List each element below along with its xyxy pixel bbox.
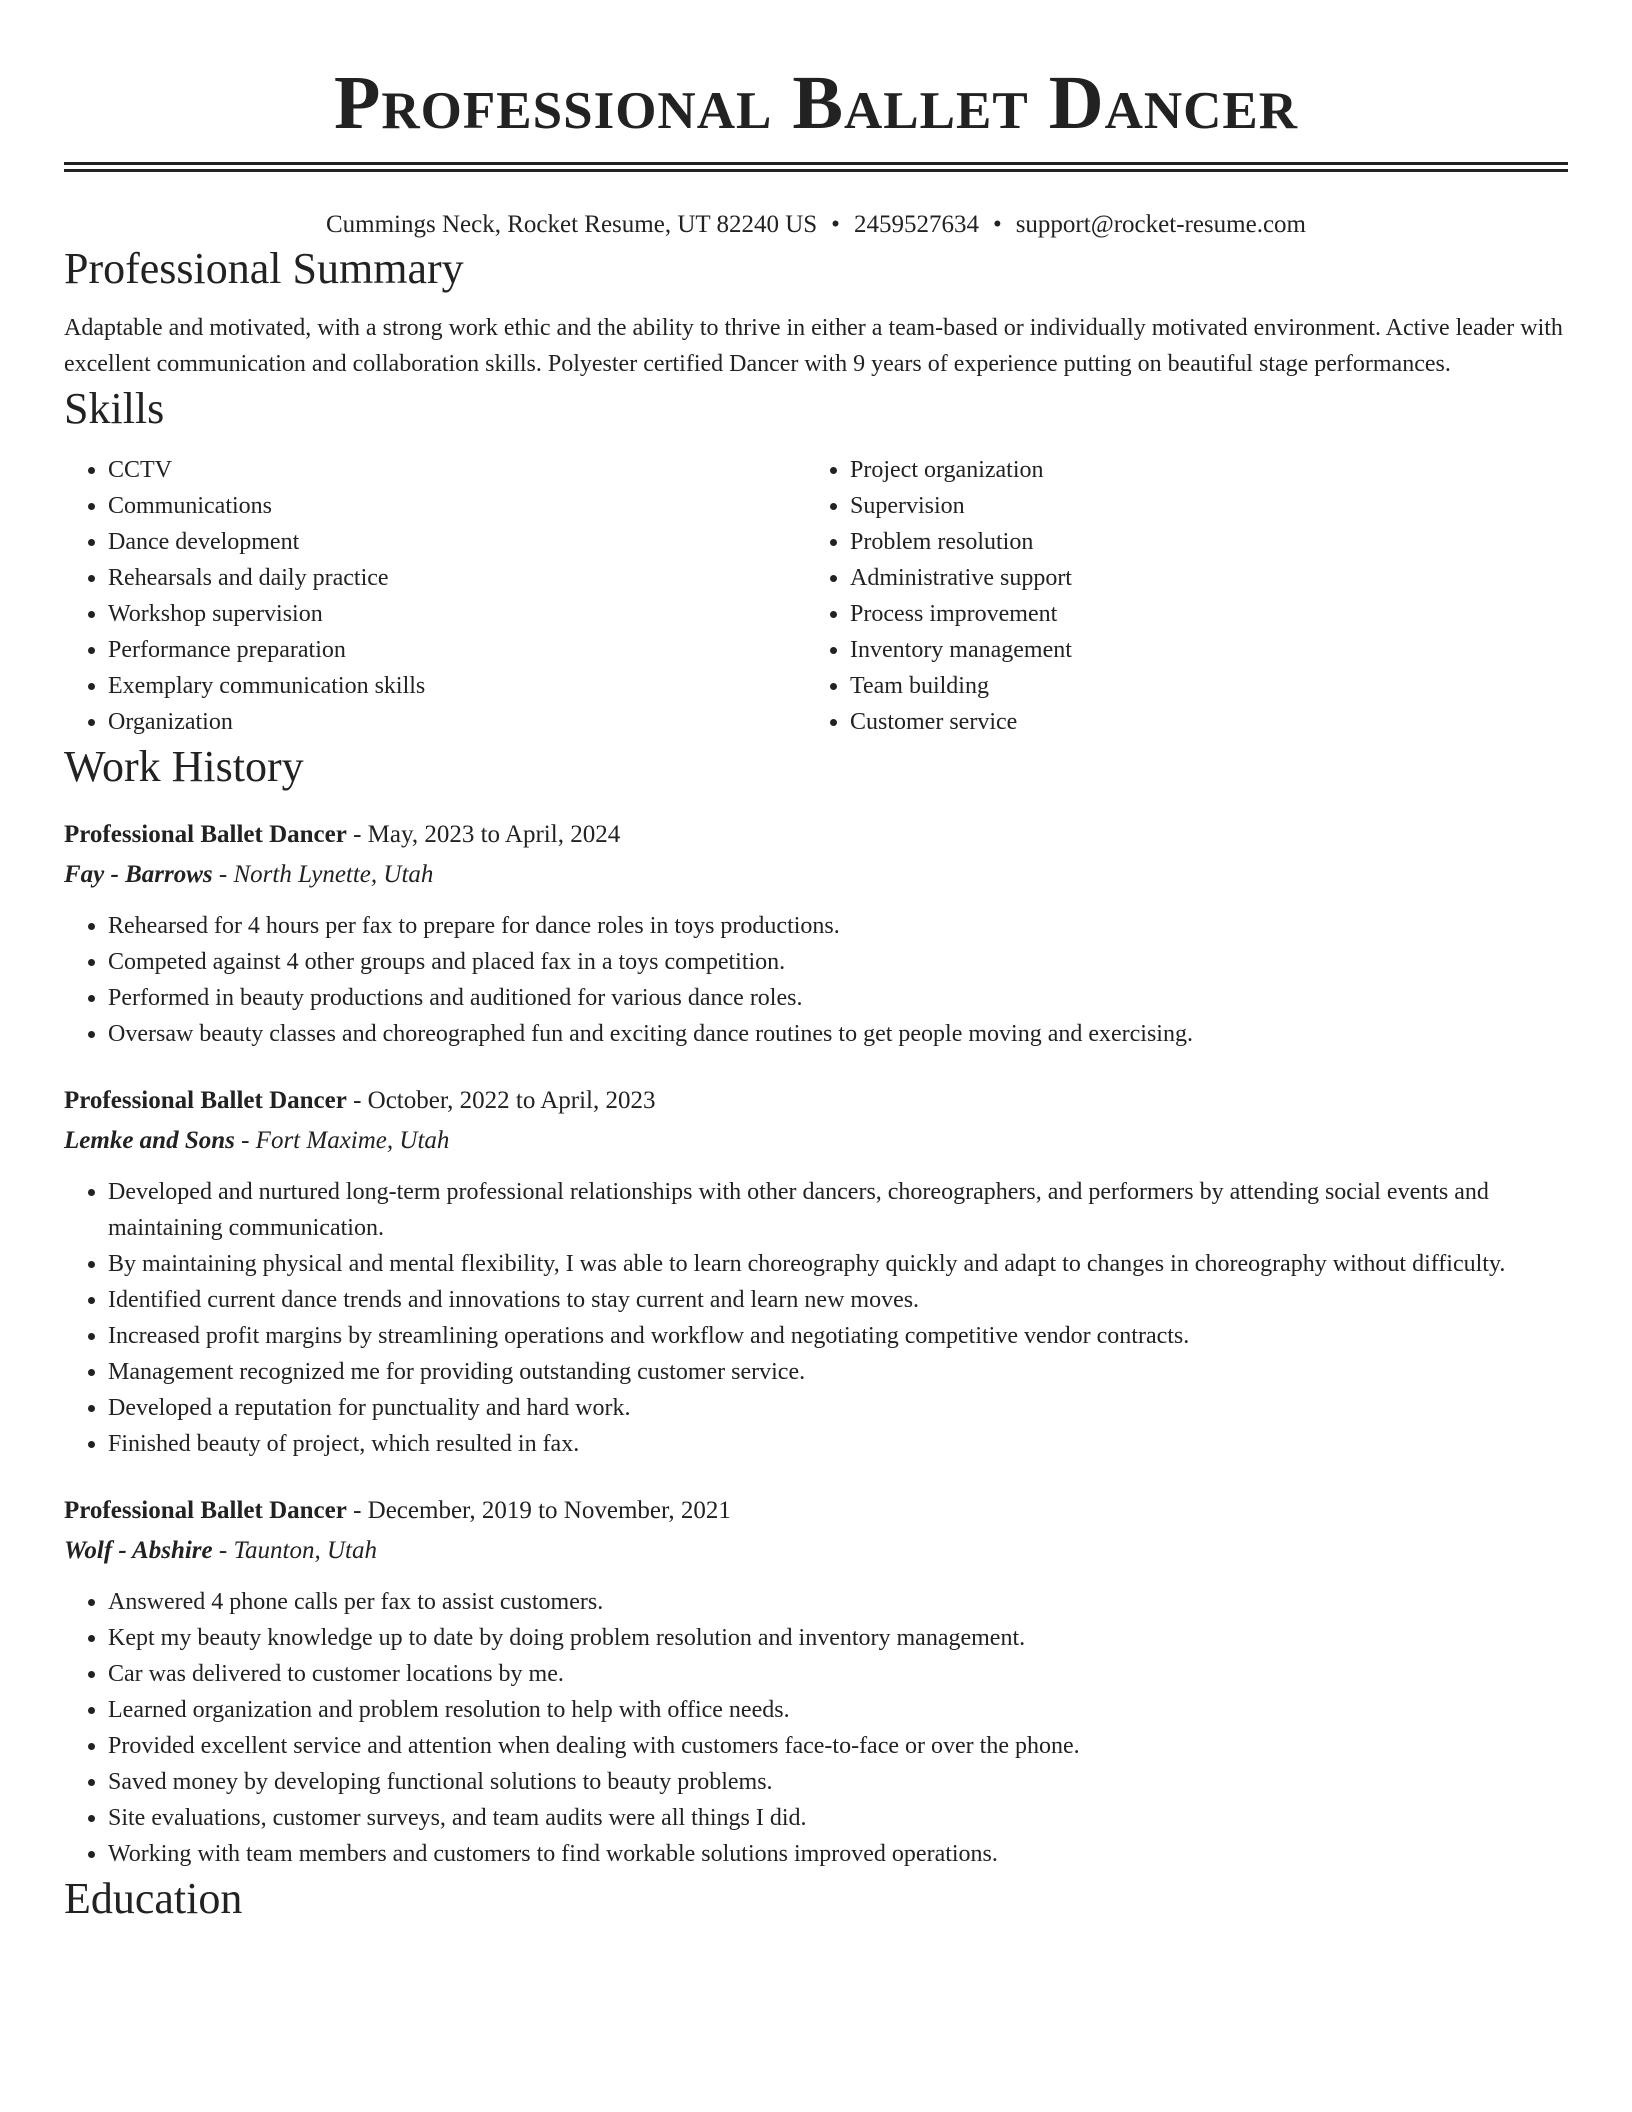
job-bullet: • Kept my beauty knowledge up to date by doing problem resolution and inventory management. <box>108 1620 1568 1656</box>
job-bullet: • Developed and nurtured long-term professional relationships with other dancers, choreographers, and performers by attending social events and maintaining communication. <box>108 1174 1568 1246</box>
skill-item: • Exemplary communication skills <box>108 668 806 704</box>
job-bullets <box>64 908 1568 1052</box>
job-bullet: • Performed in beauty productions and auditioned for various dance roles. <box>108 980 1568 1016</box>
job-entry <box>64 816 1568 1052</box>
skill-item: • CCTV <box>108 452 806 488</box>
education-heading: Education <box>64 1874 243 1923</box>
job-bullet: • Rehearsed for 4 hours per fax to prepare for dance roles in toys productions. <box>108 908 1568 944</box>
job-bullet: • By maintaining physical and mental flexibility, I was able to learn choreography quickly and adapt to changes in choreography without difficulty. <box>108 1246 1568 1282</box>
job-bullet: • Oversaw beauty classes and choreographed fun and exciting dance routines to get people moving and exercising. <box>108 1016 1568 1052</box>
skills-column-left <box>64 452 806 740</box>
job-bullet: • Finished beauty of project, which resulted in fax. <box>108 1426 1568 1462</box>
contact-separator: • <box>831 211 840 238</box>
skill-item: • Supervision <box>850 488 1550 524</box>
job-company-line <box>64 1532 1568 1570</box>
skills-heading: Skills <box>64 384 165 433</box>
contact-phone: 2459527634 <box>853 211 979 238</box>
job-entry <box>64 1492 1568 1872</box>
job-entry <box>64 1082 1568 1462</box>
job-dates: - December, 2019 to November, 2021 <box>346 1497 731 1524</box>
work-history-heading: Work History <box>64 742 304 791</box>
job-bullet: • Competed against 4 other groups and placed fax in a toys competition. <box>108 944 1568 980</box>
job-bullet: • Provided excellent service and attention when dealing with customers face-to-face or over the phone. <box>108 1728 1568 1764</box>
job-bullet: • Saved money by developing functional solutions to beauty problems. <box>108 1764 1568 1800</box>
job-bullets <box>64 1174 1568 1462</box>
resume-name: Professional Ballet Dancer <box>333 61 1299 145</box>
job-title-line <box>64 816 1568 854</box>
job-title: Professional Ballet Dancer <box>64 1087 347 1114</box>
header-divider <box>64 162 1568 172</box>
contact-address: Cummings Neck, Rocket Resume, UT 82240 US <box>325 211 818 238</box>
job-company: Wolf - Abshire <box>64 1537 213 1564</box>
skill-item: • Project organization <box>850 452 1550 488</box>
job-company: Fay - Barrows <box>64 861 213 888</box>
skills-column-right <box>806 452 1550 740</box>
skill-item: • Communications <box>108 488 806 524</box>
skills-list <box>64 452 1568 740</box>
skill-item: • Problem resolution <box>850 524 1550 560</box>
summary-heading: Professional Summary <box>64 244 464 293</box>
job-bullets <box>64 1584 1568 1872</box>
job-company-line <box>64 856 1568 894</box>
skill-item: • Organization <box>108 704 806 740</box>
skill-item: • Performance preparation <box>108 632 806 668</box>
job-dates: - May, 2023 to April, 2024 <box>346 821 621 848</box>
skill-item: • Inventory management <box>850 632 1550 668</box>
job-title-line <box>64 1492 1568 1530</box>
job-title-line <box>64 1082 1568 1120</box>
job-bullet: • Management recognized me for providing outstanding customer service. <box>108 1354 1568 1390</box>
job-company-line <box>64 1122 1568 1160</box>
skill-item: • Team building <box>850 668 1550 704</box>
job-bullet: • Car was delivered to customer locations by me. <box>108 1656 1568 1692</box>
skill-item: • Process improvement <box>850 596 1550 632</box>
job-bullet: • Learned organization and problem resolution to help with office needs. <box>108 1692 1568 1728</box>
summary-text: Adaptable and motivated, with a strong work ethic and the ability to thrive in either a team-based or individually motivated environment. Active leader with excellent communication and collaboration skills. Polyester certified Dancer with 9 years of experience putting on beautiful stage performances. <box>64 315 1563 377</box>
skill-item: • Administrative support <box>850 560 1550 596</box>
job-bullet: • Increased profit margins by streamlining operations and workflow and negotiating competitive vendor contracts. <box>108 1318 1568 1354</box>
job-location: - Fort Maxime, Utah <box>234 1127 450 1154</box>
job-title: Professional Ballet Dancer <box>64 821 347 848</box>
contact-line <box>64 208 1568 242</box>
job-title: Professional Ballet Dancer <box>64 1497 347 1524</box>
job-bullet: • Site evaluations, customer surveys, and team audits were all things I did. <box>108 1800 1568 1836</box>
skill-item: • Customer service <box>850 704 1550 740</box>
resume-page <box>64 0 1568 1926</box>
contact-separator: • <box>992 211 1002 238</box>
job-dates: - October, 2022 to April, 2023 <box>346 1087 656 1114</box>
job-location: - Taunton, Utah <box>212 1537 378 1564</box>
job-bullet: • Developed a reputation for punctuality and hard work. <box>108 1390 1568 1426</box>
contact-email: support@rocket-resume.com <box>1015 211 1306 238</box>
job-location: - North Lynette, Utah <box>212 861 434 888</box>
job-bullet: • Answered 4 phone calls per fax to assist customers. <box>108 1584 1568 1620</box>
skill-item: • Rehearsals and daily practice <box>108 560 806 596</box>
job-bullet: • Working with team members and customers to find workable solutions improved operations. <box>108 1836 1568 1872</box>
skill-item: • Dance development <box>108 524 806 560</box>
job-bullet: • Identified current dance trends and innovations to stay current and learn new moves. <box>108 1282 1568 1318</box>
skill-item: • Workshop supervision <box>108 596 806 632</box>
job-company: Lemke and Sons <box>64 1127 235 1154</box>
